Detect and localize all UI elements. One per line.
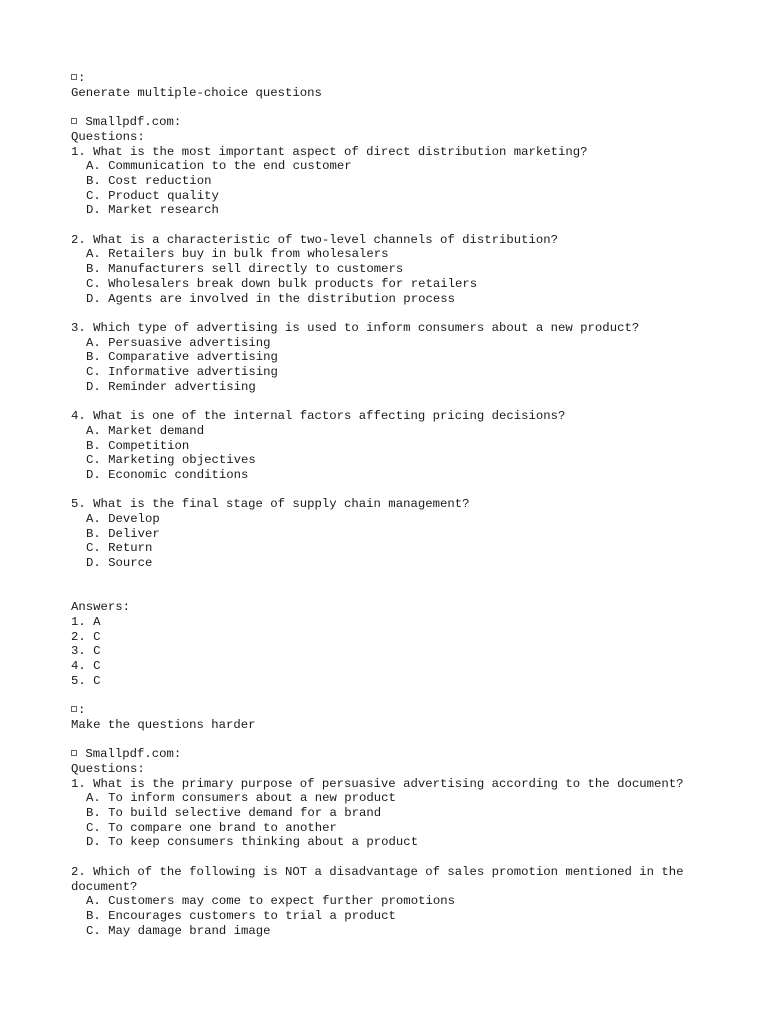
question-option: A. Communication to the end customer <box>86 159 352 174</box>
question-option: B. Competition <box>86 438 190 453</box>
question-option: B. Encourages customers to trial a product <box>86 908 396 923</box>
question-text: 1. What is the primary purpose of persuasive advertising according to the document? <box>71 776 684 791</box>
question-option: B. Comparative advertising <box>86 350 278 365</box>
question-option: D. Reminder advertising <box>86 379 256 394</box>
answer-item: 4. C <box>71 659 101 674</box>
question-text: 2. Which of the following is NOT a disadvantage of sales promotion mentioned in the document? <box>71 864 691 894</box>
question-option: A. Customers may come to expect further promotions <box>86 894 455 909</box>
question-option: D. Source <box>86 556 153 571</box>
user-prompt: Generate multiple-choice questions <box>71 85 322 100</box>
question-option: C. To compare one brand to another <box>86 820 337 835</box>
question-option: C. Marketing objectives <box>86 453 256 468</box>
question-option: A. To inform consumers about a new product <box>86 791 396 806</box>
question-option: B. To build selective demand for a brand <box>86 806 382 821</box>
question-option: C. Wholesalers break down bulk products for retailers <box>86 276 478 291</box>
question-option: D. To keep consumers thinking about a product <box>86 835 419 850</box>
answers-label: Answers: <box>71 600 131 615</box>
question-option: B. Cost reduction <box>86 173 212 188</box>
missing-glyph-icon <box>71 750 77 756</box>
assistant-turn-header: Smallpdf.com: <box>71 115 711 130</box>
question-text: 2. What is a characteristic of two-level channels of distribution? <box>71 232 559 247</box>
question-option: D. Economic conditions <box>86 467 249 482</box>
missing-glyph-icon <box>71 706 77 712</box>
answer-item: 3. C <box>71 644 101 659</box>
answer-item: 1. A <box>71 614 101 629</box>
answer-item: 2. C <box>71 629 101 644</box>
question-text: 1. What is the most important aspect of direct distribution marketing? <box>71 144 588 159</box>
question-text: 3. Which type of advertising is used to inform consumers about a new product? <box>71 320 640 335</box>
questions-label: Questions: <box>71 761 145 776</box>
question-text: 5. What is the final stage of supply chain management? <box>71 497 470 512</box>
question-option: C. Return <box>86 541 153 556</box>
missing-glyph-icon <box>71 74 77 80</box>
question-option: C. Product quality <box>86 188 219 203</box>
question-option: C. Informative advertising <box>86 365 278 380</box>
question-option: D. Market research <box>86 203 219 218</box>
question-option: A. Persuasive advertising <box>86 335 271 350</box>
document-page <box>71 71 711 938</box>
questions-label: Questions: <box>71 129 145 144</box>
assistant-turn-header: Smallpdf.com: <box>71 747 711 762</box>
question-option: C. May damage brand image <box>86 923 271 938</box>
question-option: A. Retailers buy in bulk from wholesalers <box>86 247 389 262</box>
answer-item: 5. C <box>71 673 101 688</box>
missing-glyph-icon <box>71 118 77 124</box>
question-option: A. Market demand <box>86 423 205 438</box>
question-option: B. Deliver <box>86 526 160 541</box>
question-text: 4. What is one of the internal factors affecting pricing decisions? <box>71 409 566 424</box>
question-option: A. Develop <box>86 512 160 527</box>
question-option: B. Manufacturers sell directly to customers <box>86 262 404 277</box>
question-option: D. Agents are involved in the distribution process <box>86 291 455 306</box>
user-turn-header: : <box>71 71 711 86</box>
user-prompt: Make the questions harder <box>71 717 256 732</box>
user-turn-header: : <box>71 703 711 718</box>
